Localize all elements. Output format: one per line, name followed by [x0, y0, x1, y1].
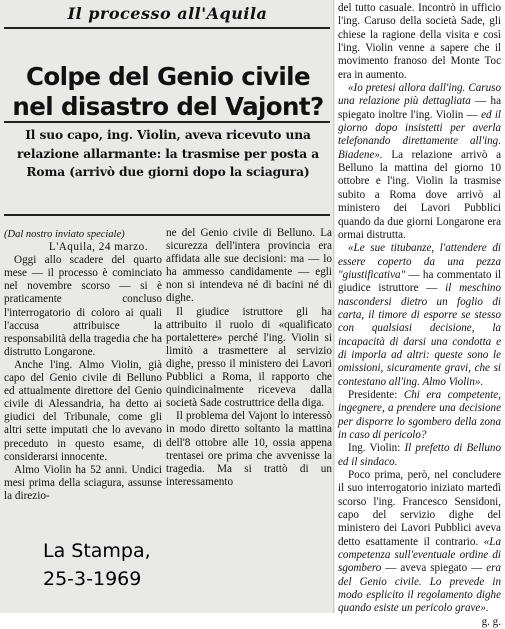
- rule-under-headline: [4, 121, 330, 123]
- text: — aveva spiegato —: [381, 562, 487, 575]
- rule-under-deck: [4, 214, 330, 216]
- signature: g. g.: [481, 615, 501, 628]
- text: Poco prima, però, nel concludere il suo interrogatorio iniziato martedì scorso l'ing. Francesco Sensidoni, capo del servizio dighe del ministero dei Lavori Pubblici aveva detto esattamente il contrario.: [338, 469, 501, 548]
- text: La relazione arrivò a Belluno la mattina del giorno 10 ottobre e l'ing. Violin la trasmise subito a Roma dove arrivò al ministero dei Lavori Pubblici quando da due giorni Longarone era ormai distrutta.: [338, 148, 501, 241]
- dialogue: Chi era competente, ingegnere, a prendere una decisione per disporre lo sgombero della zona in caso di pericolo?: [338, 388, 501, 441]
- deck: Il suo capo, ing. Violin, aveva ricevuto una relazione allarmante: la trasmise per posta a Roma (arrivò due giorni dopo la sciagura): [16, 128, 320, 179]
- column-3: [338, 2, 501, 629]
- rule-top: [4, 27, 330, 29]
- source-caption: [43, 537, 151, 593]
- text: — ha spiegato inoltre l'ing. Violin —: [338, 95, 501, 121]
- column-divider: [333, 0, 334, 613]
- column-2: [166, 227, 332, 489]
- quote: era del Genio civile. Lo prevede in modo esplicito il regolamento dighe quando esiste un pericolo grave».: [338, 562, 501, 615]
- paragraph: [338, 469, 501, 616]
- dateline-place: L'Aquila, 24 marzo.: [48, 241, 148, 254]
- paragraph: [338, 82, 501, 242]
- paragraph: Il problema del Vajont lo interessò in modo diretto soltanto la mattina dell'8 ottobre alle 10, ossia appena trentasei ore prima che avvenisse la tragedia. Ma si trattò di un interessamento: [166, 410, 332, 488]
- speaker: Presidente:: [348, 388, 398, 401]
- text: — ha commentato il giudice istruttore —: [338, 268, 501, 295]
- quote: ed il giorno dopo insistetti per averla telefonando direttamente all'ing. Biadene».: [338, 108, 501, 161]
- column-1: [4, 228, 162, 503]
- caption-publication: La Stampa,: [43, 540, 151, 562]
- speaker: Ing. Violin:: [348, 442, 401, 455]
- quote: «Io pretesi allora dall'ing. Caruso una relazione più dettagliata: [338, 82, 501, 108]
- paragraph: [338, 242, 501, 389]
- caption-date: 25-3-1969: [43, 568, 142, 590]
- paragraph: [338, 389, 501, 442]
- paragraph: ne del Genio civile di Belluno. La sicurezza dell'intera provincia era affidata alle sue decisioni: ma — lo ha ammesso candidamente — egli non si intendeva né di bacini né di dighe.: [166, 227, 332, 305]
- paragraph: Oggi allo scadere del quarto mese — il processo è cominciato nel novembre scorso — si è praticamente concluso l'interrogatorio di coloro ai quali l'accusa attribuisce la responsabilità della tragedia che ha distrutto Longarone.: [4, 254, 162, 358]
- dialogue: Il prefetto di Belluno ed il sindaco.: [338, 442, 501, 468]
- paragraph: [338, 442, 501, 469]
- kicker: Il processo all'Aquila: [67, 4, 268, 23]
- paragraph: Almo Violin ha 52 anni. Undici mesi prima della sciagura, assunse la direzio-: [4, 463, 162, 502]
- quote: «La competenza sull'eventuale ordine di sgombero: [338, 535, 502, 575]
- paragraph: Anche l'ing. Almo Violin, già capo del Genio civile di Belluno ed attualmente direttore del Genio civile di Alessandria, ha detto ai giudici del Tribunale, come gli altri sette imputati che lo avevano preceduto in questo esame, di considerarsi innocente.: [4, 358, 162, 463]
- quote: il meschino nascondersi dietro un foglio di carta, il timore di esporre se stesso con qualsiasi decisione, la incapacità di darsi una condotta e di imporla ad altri: queste sono le omissioni, sicuramente gravi, che si contestano all'ing. Almo Violin».: [338, 282, 502, 388]
- paragraph: del tutto casuale. Incontrò in ufficio l'ing. Caruso della società Sade, gli chiese la ragione della visita e così l'ing. Violin venne a sapere che il movimento franoso del Monte Toc era in aumento.: [338, 2, 501, 81]
- headline: [4, 62, 332, 122]
- paragraph: Il giudice istruttore gli ha attribuito il ruolo di «qualificato portalettere» perché l'ing. Violin si limitò a trasmettere al servizio dighe, presso il ministero dei Lavori Pubblici a Roma, il rapporto che quindicinalmente riceveva dalla società Sade costruttrice della diga.: [166, 305, 332, 410]
- quote: «Le sue titubanze, l'attendere di essere coperto da una pezza "giustificativa": [338, 242, 501, 281]
- dateline-source: (Dal nostro inviato speciale): [4, 229, 125, 240]
- headline-line-1: Colpe del Genio civile: [25, 62, 310, 91]
- headline-line-2: nel disastro del Vajont?: [12, 92, 324, 121]
